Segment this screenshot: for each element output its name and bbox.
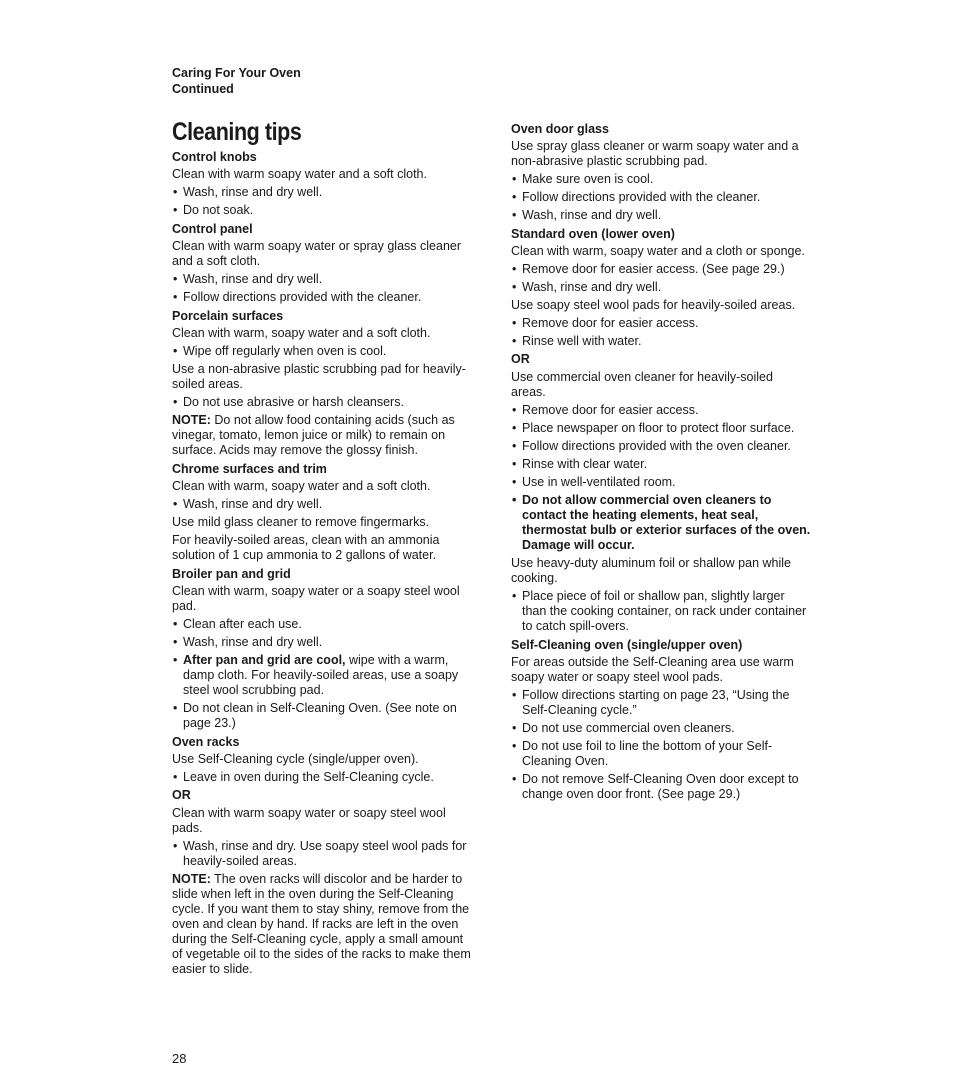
note-text: The oven racks will discolor and be harder to slide when left in the oven during the Self-Cleaning cycle. If you want them to stay shiny, remove from the oven and clean by hand. If racks are left in the oven during the Self-Cleaning cycle, apply a small amount of vegetable oil to the sides of the racks to make them easier to slide. xyxy=(172,872,471,976)
paragraph: Use a non-abrasive plastic scrubbing pad for heavily-soiled areas. xyxy=(172,362,466,391)
bullet-list xyxy=(511,262,811,295)
bullet-item: • Do not allow commercial oven cleaners to contact the heating elements, heat seal, thermostat bulb or exterior surfaces of the oven. Damage will occur. xyxy=(511,493,811,553)
note-paragraph xyxy=(172,872,472,977)
bullet-text: wipe with a warm, damp cloth. For heavily-soiled areas, use a soapy steel wool scrubbing pad. xyxy=(183,653,459,697)
bullet-list xyxy=(511,403,811,553)
section xyxy=(172,222,472,305)
bullet-list xyxy=(172,497,472,512)
section-heading: Broiler pan and grid xyxy=(172,567,291,581)
note-label: NOTE: xyxy=(172,872,211,886)
paragraph: Clean with warm, soapy water and a soft cloth. xyxy=(172,479,431,493)
paragraph: Use spray glass cleaner or warm soapy water and a non-abrasive plastic scrubbing pad. xyxy=(511,139,799,168)
bullet-item: • Remove door for easier access. (See page 29.) xyxy=(511,262,811,277)
section xyxy=(511,122,811,223)
bullet-item: • Rinse with clear water. xyxy=(511,457,811,472)
paragraph: Use commercial oven cleaner for heavily-soiled areas. xyxy=(511,370,773,399)
or-separator: OR xyxy=(511,352,530,366)
bullet-list xyxy=(172,344,472,359)
bullet-item: • Remove door for easier access. xyxy=(511,316,811,331)
bullet-list xyxy=(511,589,811,634)
bullet-item: • Leave in oven during the Self-Cleaning cycle. xyxy=(172,770,472,785)
paragraph: Use heavy-duty aluminum foil or shallow pan while cooking. xyxy=(511,556,791,585)
bullet-item: • Clean after each use. xyxy=(172,617,472,632)
bullet-item: • Wash, rinse and dry well. xyxy=(511,280,811,295)
bullet-list xyxy=(172,395,472,410)
bullet-item: • Do not remove Self-Cleaning Oven door except to change oven door front. (See page 29.) xyxy=(511,772,811,802)
bullet-item: • Do not clean in Self-Cleaning Oven. (See note on page 23.) xyxy=(172,701,472,731)
section xyxy=(172,567,472,731)
header-subtitle: Continued xyxy=(172,81,234,96)
bullet-item: • Remove door for easier access. xyxy=(511,403,811,418)
bullet-item: • Make sure oven is cool. xyxy=(511,172,811,187)
bullet-item: • Wash, rinse and dry well. xyxy=(172,497,472,512)
paragraph: Clean with warm, soapy water and a cloth or sponge. xyxy=(511,244,805,258)
bullet-item: • Follow directions starting on page 23, “Using the Self-Cleaning cycle.” xyxy=(511,688,811,718)
paragraph: Clean with warm, soapy water and a soft cloth. xyxy=(172,326,431,340)
bullet-item: • Wash, rinse and dry well. xyxy=(172,185,472,200)
bullet-item: • Do not use foil to line the bottom of your Self-Cleaning Oven. xyxy=(511,739,811,769)
paragraph: Use soapy steel wool pads for heavily-soiled areas. xyxy=(511,298,796,312)
bullet-item: • Follow directions provided with the cleaner. xyxy=(172,290,472,305)
bullet-item xyxy=(172,653,472,698)
bullet-item: • Use in well-ventilated room. xyxy=(511,475,811,490)
bullet-item: • Wipe off regularly when oven is cool. xyxy=(172,344,472,359)
section-heading: Self-Cleaning oven (single/upper oven) xyxy=(511,638,743,652)
bullet-item: • Wash, rinse and dry well. xyxy=(172,272,472,287)
bullet-item: • Place newspaper on floor to protect floor surface. xyxy=(511,421,811,436)
section-heading: Oven racks xyxy=(172,735,240,749)
page-number: 28 xyxy=(172,1051,187,1066)
paragraph: For heavily-soiled areas, clean with an ammonia solution of 1 cup ammonia to 2 gallons of water. xyxy=(172,533,440,562)
bullet-item: • Wash, rinse and dry well. xyxy=(172,635,472,650)
paragraph: Clean with warm soapy water and a soft cloth. xyxy=(172,167,427,181)
section-heading: Control panel xyxy=(172,222,253,236)
section xyxy=(172,735,472,977)
bullet-item: • Do not use abrasive or harsh cleansers. xyxy=(172,395,472,410)
section-heading: Control knobs xyxy=(172,150,257,164)
paragraph: Clean with warm soapy water or spray glass cleaner and a soft cloth. xyxy=(172,239,462,268)
or-separator: OR xyxy=(172,788,191,802)
bullet-lead: After pan and grid are cool, xyxy=(183,653,346,667)
paragraph: For areas outside the Self-Cleaning area use warm soapy water or soapy steel wool pads. xyxy=(511,655,794,684)
section-heading: Oven door glass xyxy=(511,122,609,136)
section-heading: Chrome surfaces and trim xyxy=(172,462,327,476)
right-column xyxy=(511,118,811,805)
header-title: Caring For Your Oven xyxy=(172,66,301,80)
paragraph: Clean with warm, soapy water or a soapy steel wool pad. xyxy=(172,584,460,613)
section-heading: Standard oven (lower oven) xyxy=(511,227,675,241)
section xyxy=(172,462,472,563)
paragraph: Clean with warm soapy water or soapy steel wool pads. xyxy=(172,806,446,835)
note-paragraph xyxy=(172,413,472,458)
section xyxy=(511,638,811,802)
bullet-item: • Follow directions provided with the oven cleaner. xyxy=(511,439,811,454)
left-column xyxy=(172,118,472,980)
bullet-item: • Wash, rinse and dry. Use soapy steel wool pads for heavily-soiled areas. xyxy=(172,839,472,869)
bullet-list xyxy=(172,185,472,218)
note-text: Do not allow food containing acids (such as vinegar, tomato, lemon juice or milk) to remain on surface. Acids may remove the glossy finish. xyxy=(172,413,455,457)
bullet-item: • Place piece of foil or shallow pan, slightly larger than the cooking container, on rack under container to catch spill-overs. xyxy=(511,589,811,634)
section xyxy=(511,227,811,634)
running-header xyxy=(172,66,301,97)
page-title: Cleaning tips xyxy=(172,118,302,146)
section xyxy=(172,150,472,218)
bullet-item: • Follow directions provided with the cleaner. xyxy=(511,190,811,205)
bullet-list xyxy=(172,770,472,785)
bullet-list xyxy=(511,688,811,802)
bullet-item: • Rinse well with water. xyxy=(511,334,811,349)
section xyxy=(172,309,472,458)
bullet-list xyxy=(172,839,472,869)
bullet-item: • Wash, rinse and dry well. xyxy=(511,208,811,223)
bullet-item: • Do not soak. xyxy=(172,203,472,218)
paragraph: Use Self-Cleaning cycle (single/upper oven). xyxy=(172,752,419,766)
section-heading: Porcelain surfaces xyxy=(172,309,284,323)
paragraph: Use mild glass cleaner to remove fingermarks. xyxy=(172,515,430,529)
note-label: NOTE: xyxy=(172,413,211,427)
bullet-list xyxy=(511,316,811,349)
bullet-item: • Do not use commercial oven cleaners. xyxy=(511,721,811,736)
bullet-list xyxy=(172,272,472,305)
bullet-list xyxy=(172,617,472,731)
bullet-list xyxy=(511,172,811,223)
